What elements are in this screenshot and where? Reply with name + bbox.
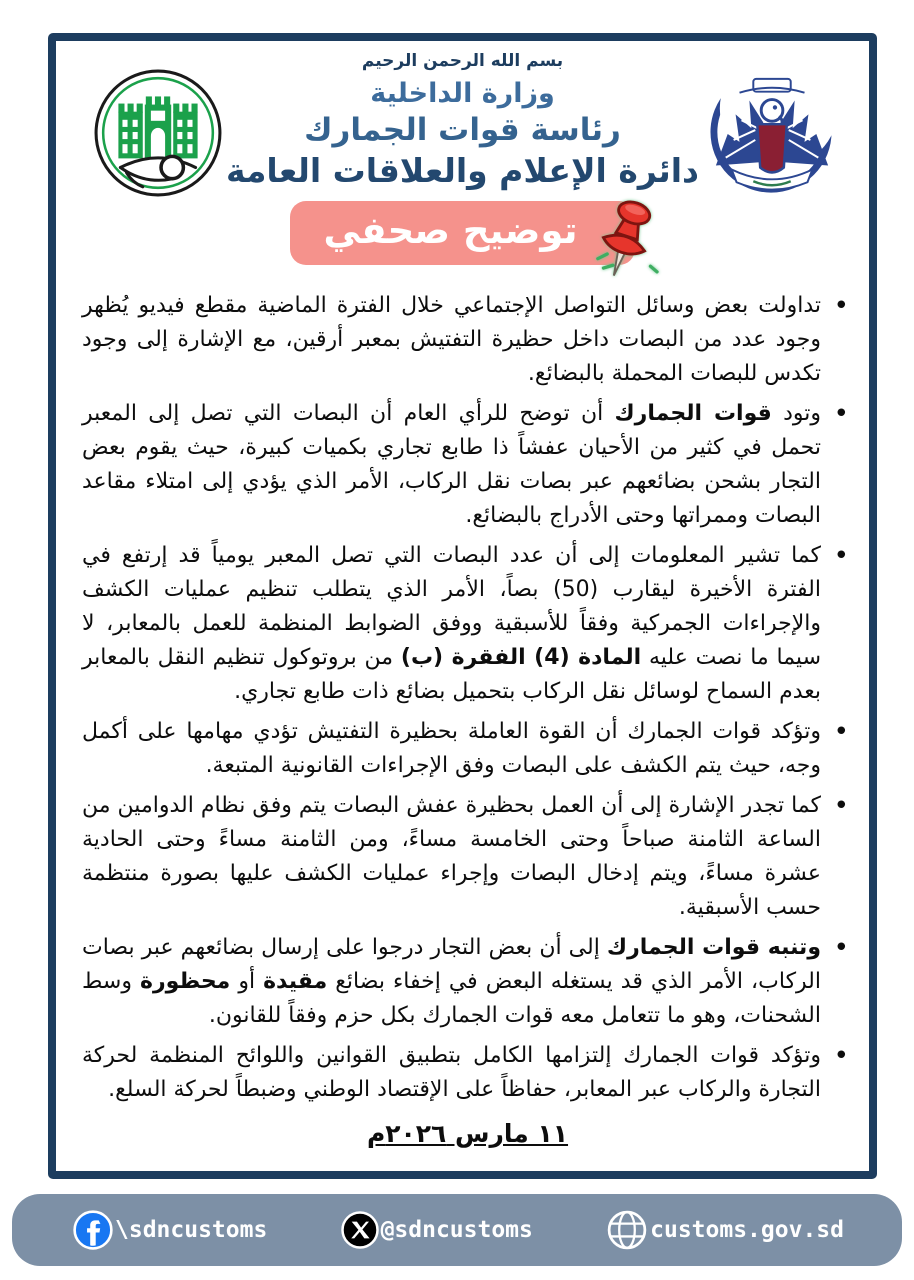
sudan-emblem-icon	[689, 71, 857, 199]
footer-bar	[12, 1194, 902, 1266]
header-title-block	[226, 51, 699, 190]
press-clarification-badge	[290, 201, 636, 265]
press-bullet-item: • وتؤكد قوات الجمارك أن القوة العاملة بحظيرة التفتيش تؤدي مهامها على أكمل وجه، حيث يتم الكشف على البصات وفق الإجراءات القانونية المتبعة.	[82, 715, 853, 783]
website-url: customs.gov.sd	[650, 1217, 844, 1243]
press-bullet-item: • وتؤكد قوات الجمارك إلتزامها الكامل بتطبيق القوانين واللوائح المنظمة لحركة التجارة والركاب عبر المعابر، حفاظاً على الإقتصاد الوطني وضبطاً لحركة السلع.	[82, 1039, 853, 1107]
press-bullet-item: • وتنبه قوات الجمارك إلى أن بعض التجار درجوا على إرسال بضائعهم عبر بصات الركاب، الأمر الذي قد يستغله البعض في إخفاء بضائع مقيدة أو محظورة وسط الشحنات، وهو ما تتعامل معه قوات الجمارك بكل حزم وفقاً للقانون.	[82, 931, 853, 1033]
press-bullet-item: • تداولت بعض وسائل التواصل الإجتماعي خلال الفترة الماضية مقطع فيديو يُظهر وجود عدد من البصات داخل حظيرة التفتيش بمعبر أرقين، مع الإشارة إلى وجود تكدس للبصات المحملة بالبضائع.	[82, 289, 853, 391]
document-frame	[48, 33, 877, 1179]
x-icon	[340, 1210, 380, 1250]
ministry-title: وزارة الداخلية	[370, 78, 555, 109]
customs-forces-logo-icon	[92, 67, 224, 199]
website-link[interactable]	[605, 1208, 844, 1252]
department-title: دائرة الإعلام والعلاقات العامة	[225, 151, 699, 190]
customs-hq-title: رئاسة قوات الجمارك	[304, 112, 621, 148]
press-bullet-item: • كما تشير المعلومات إلى أن عدد البصات التي تصل المعبر يومياً قد إرتفع في الفترة الأخيرة ليقارب (50) بصاً، الأمر الذي يتطلب تنظيم عمليات الكشف والإجراءات الجمركية وفقاً للأسبقية ووفق الضوابط المنظمة للعمل بالمعابر، لا سيما ما نصت عليه المادة (4) الفقرة (ب) من بروتوكول تنظيم النقل بالمعابر بعدم السماح لوسائل نقل الركاب بتحميل بضائع ذات طابع تجاري.	[82, 539, 853, 709]
x-link[interactable]	[340, 1210, 533, 1250]
globe-icon	[605, 1208, 649, 1252]
facebook-handle: \sdncustoms	[115, 1217, 268, 1243]
pushpin-icon	[587, 191, 665, 285]
bismillah-text: بسم الله الرحمن الرحيم	[361, 51, 564, 71]
press-bullet-item: • كما تجدر الإشارة إلى أن العمل بحظيرة عفش البصات يتم وفق نظام الدوامين من الساعة الثامنة صباحاً وحتى الخامسة مساءً، ومن الثامنة مساءً وحتى الحادية عشرة مساءً، ويتم إدخال البصات وإجراء عمليات الكشف عليها بصورة منتظمة حسب الأسبقية.	[82, 789, 853, 925]
press-date: ١١ مارس ٢٠٢٦م	[366, 1119, 569, 1148]
press-bullets	[82, 289, 853, 1107]
press-body	[82, 289, 853, 1148]
facebook-link[interactable]	[72, 1209, 267, 1251]
x-handle: @sdncustoms	[380, 1217, 533, 1243]
facebook-icon	[72, 1209, 114, 1251]
badge-label: توضيح صحفي	[323, 208, 578, 252]
press-bullet-item: • وتود قوات الجمارك أن توضح للرأي العام أن البصات التي تصل إلى المعبر تحمل في كثير من الأحيان عفشاً ذا طابع تجاري بكميات كبيرة، حيث يقوم بعض التجار بشحن بضائعهم عبر بصات نقل الركاب، الأمر الذي يؤدي إلى امتلاء مقاعد البصات وممراتها وحتى الأدراج بالبضائع.	[82, 397, 853, 533]
